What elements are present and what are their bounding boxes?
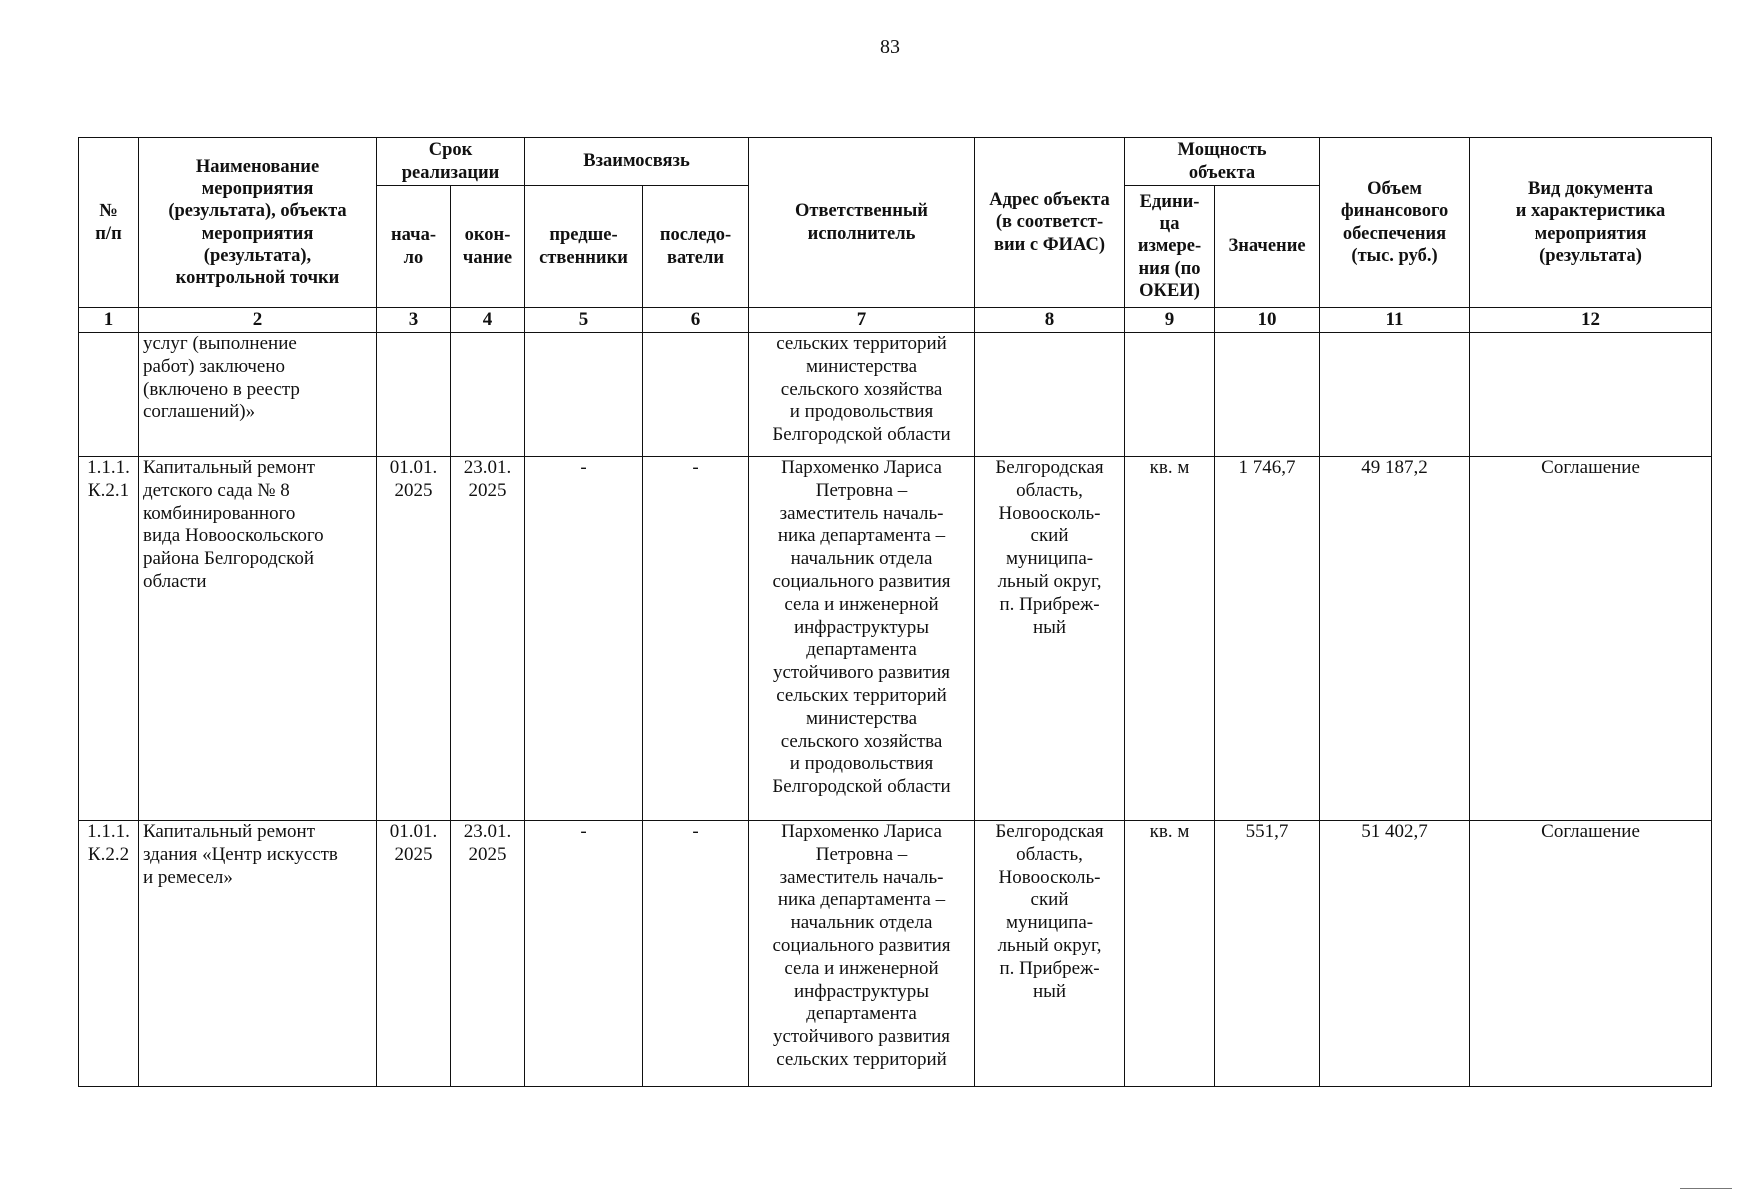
cell-responsible: Пархоменко Лариса Петровна – заместитель началь- ника департамента – начальник отдела социального развития села и инженерной инфраструктуры департамента устойчивого развития сельских территорий министерства сельского хозяйства и продовольствия Белгородской области: [749, 457, 975, 821]
cell-prev: -: [525, 821, 643, 1087]
cell-prev: -: [525, 457, 643, 821]
cell-num: 1.1.1. К.2.2: [79, 821, 139, 1087]
cell-document: Соглашение: [1470, 457, 1712, 821]
cell-start: 01.01. 2025: [377, 821, 451, 1087]
column-number: 5: [525, 308, 643, 333]
header-responsible: Ответственный исполнитель: [749, 138, 975, 308]
header-link: Взаимосвязь: [525, 138, 749, 186]
page-number: 83: [880, 36, 900, 58]
cell-unit: [1125, 333, 1215, 457]
cell-financing: 51 402,7: [1320, 821, 1470, 1087]
header-start: нача- ло: [377, 186, 451, 308]
scan-artifact-line: [1680, 1188, 1732, 1189]
column-number: 11: [1320, 308, 1470, 333]
table-row: [79, 821, 1712, 1087]
column-number: 8: [975, 308, 1125, 333]
column-number: 1: [79, 308, 139, 333]
cell-name: Капитальный ремонт здания «Центр искусств и ремесел»: [139, 821, 377, 1087]
column-number: 9: [1125, 308, 1215, 333]
column-number: 6: [643, 308, 749, 333]
cell-num: [79, 333, 139, 457]
cell-next: -: [643, 821, 749, 1087]
cell-responsible: сельских территорий министерства сельского хозяйства и продовольствия Белгородской области: [749, 333, 975, 457]
header-document: Вид документа и характеристика мероприятия (результата): [1470, 138, 1712, 308]
cell-end: [451, 333, 525, 457]
cell-value: 1 746,7: [1215, 457, 1320, 821]
cell-end: 23.01. 2025: [451, 457, 525, 821]
header-term: Срок реализации: [377, 138, 525, 186]
header-prev: предше- ственники: [525, 186, 643, 308]
column-number: 3: [377, 308, 451, 333]
header-end: окон- чание: [451, 186, 525, 308]
cell-responsible: Пархоменко Лариса Петровна – заместитель началь- ника департамента – начальник отдела социального развития села и инженерной инфраструктуры департамента устойчивого развития сельских территорий: [749, 821, 975, 1087]
cell-name: услуг (выполнение работ) заключено (включено в реестр соглашений)»: [139, 333, 377, 457]
cell-document: Соглашение: [1470, 821, 1712, 1087]
cell-start: 01.01. 2025: [377, 457, 451, 821]
header-name: Наименование мероприятия (результата), объекта мероприятия (результата), контрольной точки: [139, 138, 377, 308]
cell-value: [1215, 333, 1320, 457]
cell-address: [975, 333, 1125, 457]
column-number: 12: [1470, 308, 1712, 333]
cell-num: 1.1.1. К.2.1: [79, 457, 139, 821]
table-row: [79, 333, 1712, 457]
header-financing: Объем финансового обеспечения (тыс. руб.): [1320, 138, 1470, 308]
cell-unit: кв. м: [1125, 457, 1215, 821]
header-unit: Едини- ца измере- ния (по ОКЕИ): [1125, 186, 1215, 308]
column-number: 10: [1215, 308, 1320, 333]
cell-value: 551,7: [1215, 821, 1320, 1087]
cell-next: -: [643, 457, 749, 821]
column-number: 7: [749, 308, 975, 333]
header-power: Мощность объекта: [1125, 138, 1320, 186]
cell-address: Белгородская область, Новоосколь- ский муниципа- льный округ, п. Прибреж- ный: [975, 457, 1125, 821]
column-number: 2: [139, 308, 377, 333]
column-number: 4: [451, 308, 525, 333]
header-next: последо- ватели: [643, 186, 749, 308]
cell-financing: [1320, 333, 1470, 457]
table-row: [79, 457, 1712, 821]
cell-name: Капитальный ремонт детского сада № 8 комбинированного вида Новооскольского района Белгородской области: [139, 457, 377, 821]
cell-start: [377, 333, 451, 457]
column-numbers-row: [79, 308, 1712, 333]
cell-document: [1470, 333, 1712, 457]
measures-table: [78, 137, 1712, 1087]
cell-prev: [525, 333, 643, 457]
cell-unit: кв. м: [1125, 821, 1215, 1087]
cell-address: Белгородская область, Новоосколь- ский муниципа- льный округ, п. Прибреж- ный: [975, 821, 1125, 1087]
table-header: [79, 138, 1712, 308]
cell-end: 23.01. 2025: [451, 821, 525, 1087]
header-value: Значение: [1215, 186, 1320, 308]
cell-next: [643, 333, 749, 457]
header-num: № п/п: [79, 138, 139, 308]
cell-financing: 49 187,2: [1320, 457, 1470, 821]
header-address: Адрес объекта (в соответст- вии с ФИАС): [975, 138, 1125, 308]
